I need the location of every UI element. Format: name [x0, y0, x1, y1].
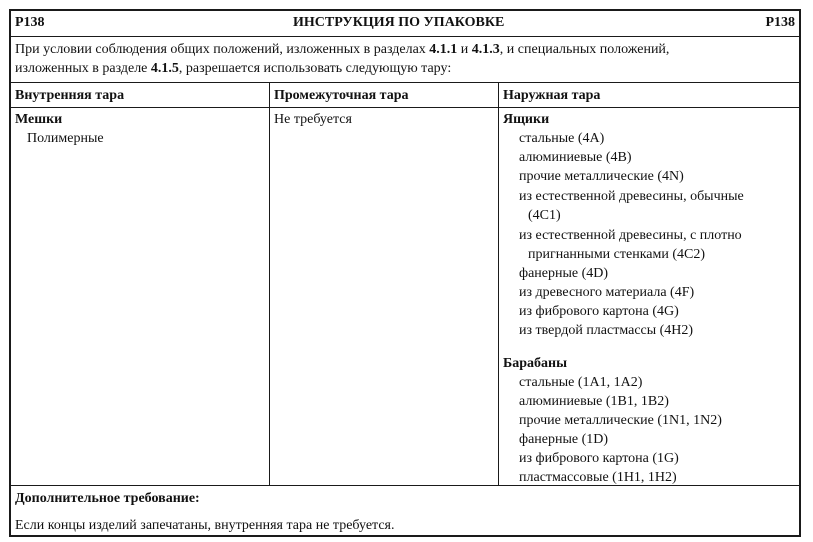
- column-header-divider: [11, 107, 799, 108]
- outer-drums-heading: Барабаны: [503, 356, 568, 371]
- instruction-code-left: P138: [15, 15, 45, 30]
- column-divider-2: [498, 83, 499, 486]
- outer-box-item: из естественной древесины, с плотно: [519, 228, 742, 243]
- inner-bags-heading: Мешки: [15, 112, 63, 127]
- column-header-outer: Наружная тара: [503, 88, 601, 103]
- outer-box-item: прочие металлические (4N): [519, 169, 684, 184]
- section-ref-413: 4.1.3: [471, 42, 500, 57]
- intro-divider: [11, 82, 799, 83]
- outer-box-item-continuation: пригнанными стенками (4С2): [528, 247, 706, 262]
- outer-drum-item: из фибрового картона (1G): [519, 451, 679, 466]
- outer-box-item: алюминиевые (4В): [519, 150, 632, 165]
- outer-box-item: из древесного материала (4F): [519, 285, 695, 300]
- outer-box-item: стальные (4А): [519, 131, 605, 146]
- intro-line-1: При условии соблюдения общих положений, изложенных в разделах 4.1.1 и 4.1.3, и специальных положений,: [15, 42, 670, 57]
- header-divider: [11, 36, 799, 37]
- outer-box-item: из фибрового картона (4G): [519, 304, 679, 319]
- outer-box-item: фанерные (4D): [519, 266, 609, 281]
- outer-box-item: из твердой пластмассы (4Н2): [519, 323, 694, 338]
- outer-drum-item: фанерные (1D): [519, 432, 609, 447]
- outer-drum-item: алюминиевые (1В1, 1В2): [519, 394, 669, 409]
- additional-requirement-label: Дополнительное требование:: [15, 491, 200, 506]
- additional-requirement-text: Если концы изделий запечатаны, внутренняя тара не требуется.: [15, 518, 395, 533]
- column-divider-1: [269, 83, 270, 486]
- section-ref-415: 4.1.5: [150, 61, 179, 76]
- section-ref-411: 4.1.1: [429, 42, 458, 57]
- packing-instruction-table: [9, 9, 801, 537]
- column-header-intermediate: Промежуточная тара: [274, 88, 409, 103]
- intermediate-value: Не требуется: [274, 112, 352, 127]
- outer-drum-item: пластмассовые (1Н1, 1Н2): [519, 470, 677, 485]
- instruction-code-right: P138: [765, 15, 795, 30]
- outer-drum-item: прочие металлические (1N1, 1N2): [519, 413, 722, 428]
- inner-bags-item: Полимерные: [27, 131, 104, 146]
- outer-box-item: из естественной древесины, обычные: [519, 189, 744, 204]
- intro-line-2: изложенных в разделе 4.1.5, разрешается использовать следующую тару:: [15, 61, 452, 76]
- column-header-inner: Внутренняя тара: [15, 88, 125, 103]
- outer-boxes-heading: Ящики: [503, 112, 550, 127]
- instruction-title: ИНСТРУКЦИЯ ПО УПАКОВКЕ: [293, 15, 505, 30]
- body-divider: [11, 485, 799, 486]
- outer-drum-item: стальные (1А1, 1А2): [519, 375, 643, 390]
- outer-box-item-continuation: (4С1): [528, 208, 561, 223]
